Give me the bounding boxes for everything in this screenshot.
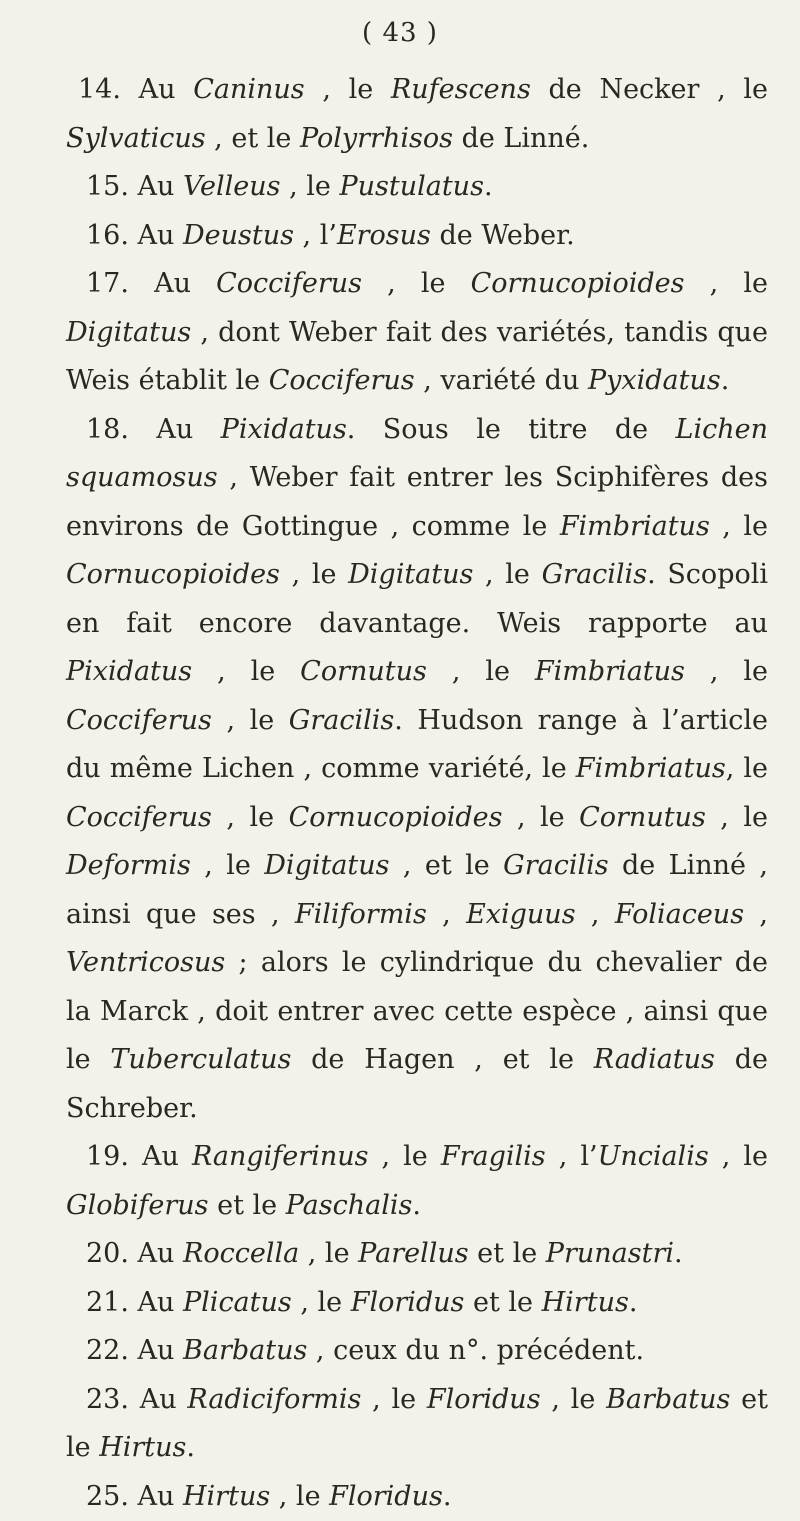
entry-22: 22. Au Barbatus , ceux du n°. précédent.	[66, 1327, 768, 1376]
entry-15: 15. Au Velleus , le Pustulatus.	[66, 163, 768, 212]
entry-25: 25. Au Hirtus , le Floridus.	[66, 1473, 768, 1521]
text-body	[66, 66, 768, 1521]
entry-16: 16. Au Deustus , l’Erosus de Weber.	[66, 212, 768, 261]
entry-19: 19. Au Rangiferinus , le Fragilis , l’Uncialis , le Globiferus et le Paschalis.	[66, 1133, 768, 1230]
entry-21: 21. Au Plicatus , le Floridus et le Hirtus.	[66, 1279, 768, 1328]
entry-20: 20. Au Roccella , le Parellus et le Prunastri.	[66, 1230, 768, 1279]
entry-18: 18. Au Pixidatus. Sous le titre de Lichen squamosus , Weber fait entrer les Sciphifères des environs de Gottingue , comme le Fimbriatus , le Cornucopioides , le Digitatus , le Gracilis. Scopoli en fait encore davantage. Weis rapporte au Pixidatus , le Cornutus , le Fimbriatus , le Cocciferus , le Gracilis. Hudson range à l’article du même Lichen , comme variété, le Fimbriatus, le Cocciferus , le Cornucopioides , le Cornutus , le Deformis , le Digitatus , et le Gracilis de Linné , ainsi que ses , Filiformis , Exiguus , Foliaceus , Ventricosus ; alors le cylindrique du chevalier de la Marck , doit entrer avec cette espèce , ainsi que le Tuberculatus de Hagen , et le Radiatus de Schreber.	[66, 406, 768, 1134]
page-number: ( 43 )	[0, 18, 800, 48]
entry-14: 14. Au Caninus , le Rufescens de Necker , le Sylvaticus , et le Polyrrhisos de Linné.	[66, 66, 768, 163]
entry-17: 17. Au Cocciferus , le Cornucopioides , le Digitatus , dont Weber fait des variétés, tandis que Weis établit le Cocciferus , variété du Pyxidatus.	[66, 260, 768, 406]
entry-23: 23. Au Radiciformis , le Floridus , le Barbatus et le Hirtus.	[66, 1376, 768, 1473]
